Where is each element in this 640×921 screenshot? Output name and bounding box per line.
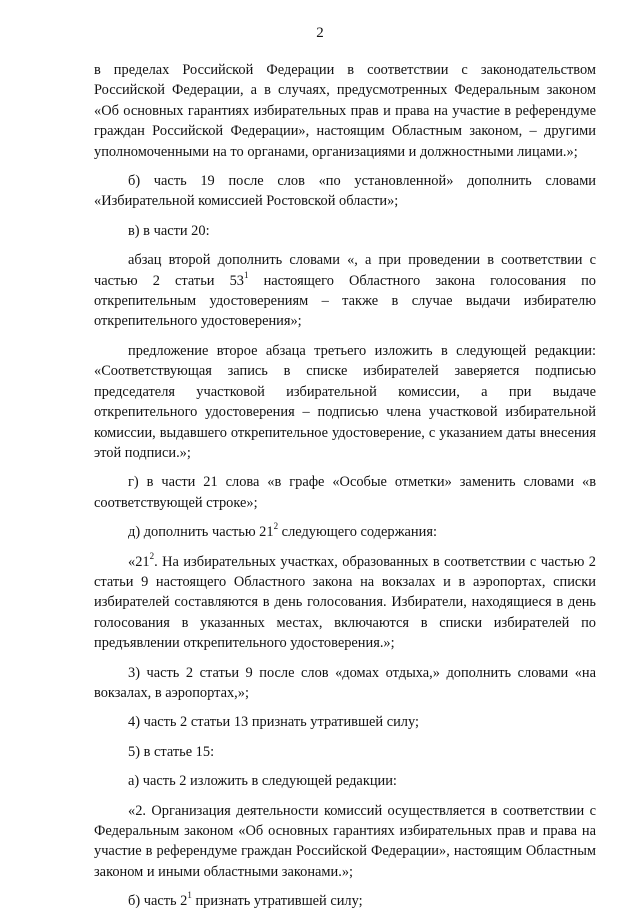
text-fragment: д) дополнить частью 21: [128, 524, 274, 541]
superscript: 1: [187, 890, 192, 901]
text-fragment: абзац второй дополнить словами «, а при проведении в соответствии с частью 2 статьи 53: [94, 252, 596, 289]
text-fragment: «21: [128, 553, 150, 570]
paragraph-item-3: 3) часть 2 статьи 9 после слов «домах отдыха,» дополнить словами «на вокзалах, в аэропортах,»;: [94, 664, 596, 701]
page-number: 2: [316, 25, 324, 41]
paragraph-part-21-2-text: [94, 552, 596, 654]
paragraph-continuation: в пределах Российской Федерации в соответствии с законодательством Российской Федерации, а в случаях, предусмотренных Федеральным законом «Об основных гарантиях избирательных прав и права на участие в референдуме граждан Российской Федерации», настоящим Областным законом, – другими уполномоченными на то органами, организациями и должностными лицами.»;: [94, 62, 596, 160]
text-fragment: следующего содержания:: [278, 524, 437, 541]
text-fragment: признать утратившей силу;: [191, 893, 363, 910]
paragraph-item-g-part-21: г) в части 21 слова «в графе «Особые отметки» заменить словами «в соответствующей строке»;: [94, 474, 596, 511]
text-fragment: настоящего Областного закона голосования по открепительным удостоверениям – также в случае выдачи избирателю открепительного удостоверения»;: [94, 272, 596, 330]
text-fragment: . На избирательных участках, образованных в соответствии с частью 2 статьи 9 настоящего Областного закона на вокзалах и в аэропортах, списки избирателей составляются в день голосования. Избиратели, находящиеся в день голосования в указанных местах, включаются в списки избирателей по предъявлении открепительного удостоверения.»;: [94, 553, 596, 652]
paragraph-item-a-part-2: а) часть 2 изложить в следующей редакции:: [128, 773, 397, 790]
paragraph-item-b-part-19: б) часть 19 после слов «по установленной» дополнить словами «Избирательной комиссией Ростовской области»;: [94, 173, 596, 210]
paragraph-item-d-add-part: [94, 522, 596, 542]
paragraph-part-2-text: «2. Организация деятельности комиссий осуществляется в соответствии с Федеральным законом «Об основных гарантиях избирательных прав и права на участие в референдуме граждан Российской Федерации», настоящим Областным законом и иными областными законами.»;: [94, 802, 596, 880]
paragraph-abzac-vtoroi: [94, 250, 596, 332]
text-fragment: б) часть 2: [128, 893, 188, 910]
paragraph-item-v-part-20: в) в части 20:: [128, 222, 210, 239]
paragraph-item-4: 4) часть 2 статьи 13 признать утратившей силу;: [128, 714, 419, 731]
paragraph-predlozhenie-vtoroe: предложение второе абзаца третьего изложить в следующей редакции: «Соответствующая запись в списке избирателей заверяется подписью председателя участковой избирательной комиссии, а при выдаче открепительного удостоверения – подписью члена участковой избирательной комиссии, выдавшего открепительное удостоверение, с указанием даты внесения этой подписи.»;: [94, 342, 596, 461]
paragraph-item-b-part-2-1: [94, 891, 596, 911]
superscript: 1: [243, 269, 249, 280]
paragraph-item-5: 5) в статье 15:: [128, 743, 215, 760]
document-body: [94, 60, 596, 921]
superscript: 2: [273, 521, 279, 532]
superscript: 2: [149, 550, 155, 561]
